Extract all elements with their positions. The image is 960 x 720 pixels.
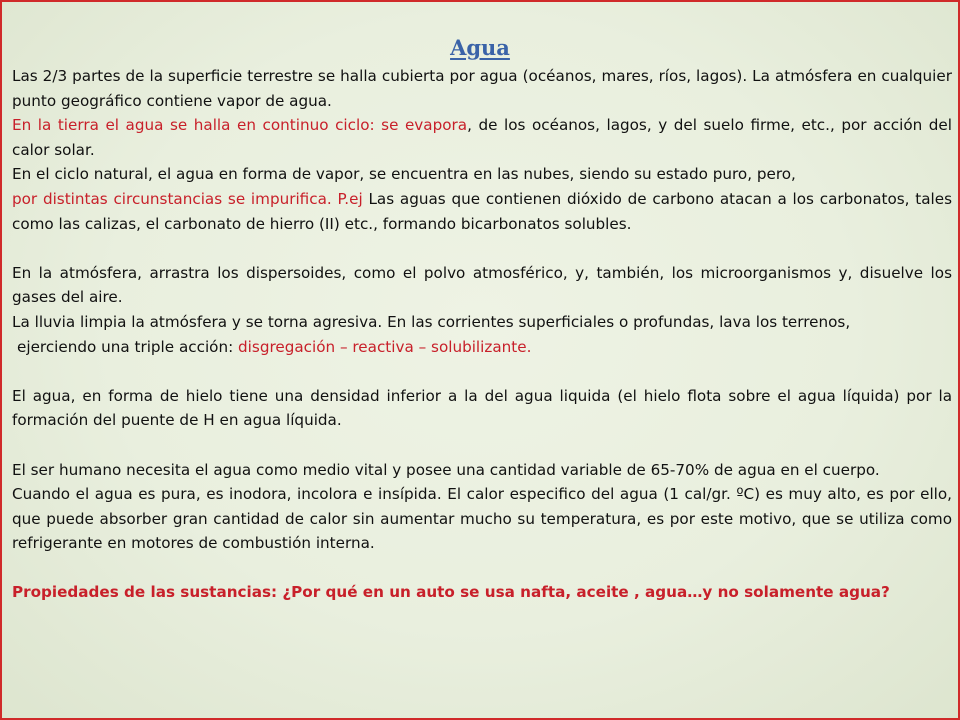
paragraph-cycle: [12, 113, 952, 162]
paragraph-impurities: [12, 187, 952, 236]
paragraph-triple-action-start: ejerciendo una triple acción:: [17, 337, 239, 356]
paragraph-cycle-rest: , de los océanos, lagos, y del suelo firme, etc., por acción del calor solar.: [12, 116, 952, 159]
paragraph-rain: La lluvia limpia la atmósfera y se torna agresiva. En las corrientes superficiales o profundas, lava los terrenos,: [12, 312, 851, 331]
paragraph-triple-action: [12, 335, 952, 360]
paragraph-atmosphere: En la atmósfera, arrastra los dispersoides, como el polvo atmosférico, y, también, los microorganismos y, disuelve los gases del aire.: [12, 263, 952, 307]
paragraph-surface: Las 2/3 partes de la superficie terrestre se halla cubierta por agua (océanos, mares, ríos, lagos). La atmósfera en cualquier punto geográfico contiene vapor de agua.: [12, 67, 952, 110]
paragraph-impurities-rest: Las aguas que contienen dióxido de carbono atacan a los carbonatos, tales como las calizas, el carbonato de hierro (II) etc., formando bicarbonatos solubles.: [12, 189, 952, 233]
paragraph-human: El ser humano necesita el agua como medio vital y posee una cantidad variable de 65-70% de agua en el cuerpo.: [12, 460, 880, 479]
highlight-impurities: por distintas circunstancias se impurifica. P.ej: [12, 189, 363, 208]
slide-body: [12, 64, 952, 605]
paragraph-gap: [12, 236, 952, 261]
paragraph-pure-water: Cuando el agua es pura, es inodora, incolora e insípida. El calor especifico del agua (1 cal/gr. ºC) es muy alto, es por ello, que puede absorber gran cantidad de calor sin aumentar mucho su temperatura, es por este motivo, que se utiliza como refrigerante en motores de combustión interna.: [12, 485, 952, 553]
slide-title: Agua: [450, 35, 510, 60]
highlight-triple-action: disgregación – reactiva – solubilizante.: [238, 337, 532, 356]
paragraph-gap: [12, 556, 952, 581]
paragraph-gap: [12, 359, 952, 384]
paragraph-gap: [12, 433, 952, 458]
paragraph-natural-cycle: En el ciclo natural, el agua en forma de vapor, se encuentra en las nubes, siendo su estado puro, pero,: [12, 165, 796, 184]
highlight-cycle: En la tierra el agua se halla en continuo ciclo: se evapora: [12, 116, 468, 135]
paragraph-ice: El agua, en forma de hielo tiene una densidad inferior a la del agua liquida (el hielo flota sobre el agua líquida) por la formación del puente de H en agua líquida.: [12, 386, 952, 430]
question-properties: Propiedades de las sustancias: ¿Por qué en un auto se usa nafta, aceite , agua…y no solamente agua?: [12, 583, 890, 602]
